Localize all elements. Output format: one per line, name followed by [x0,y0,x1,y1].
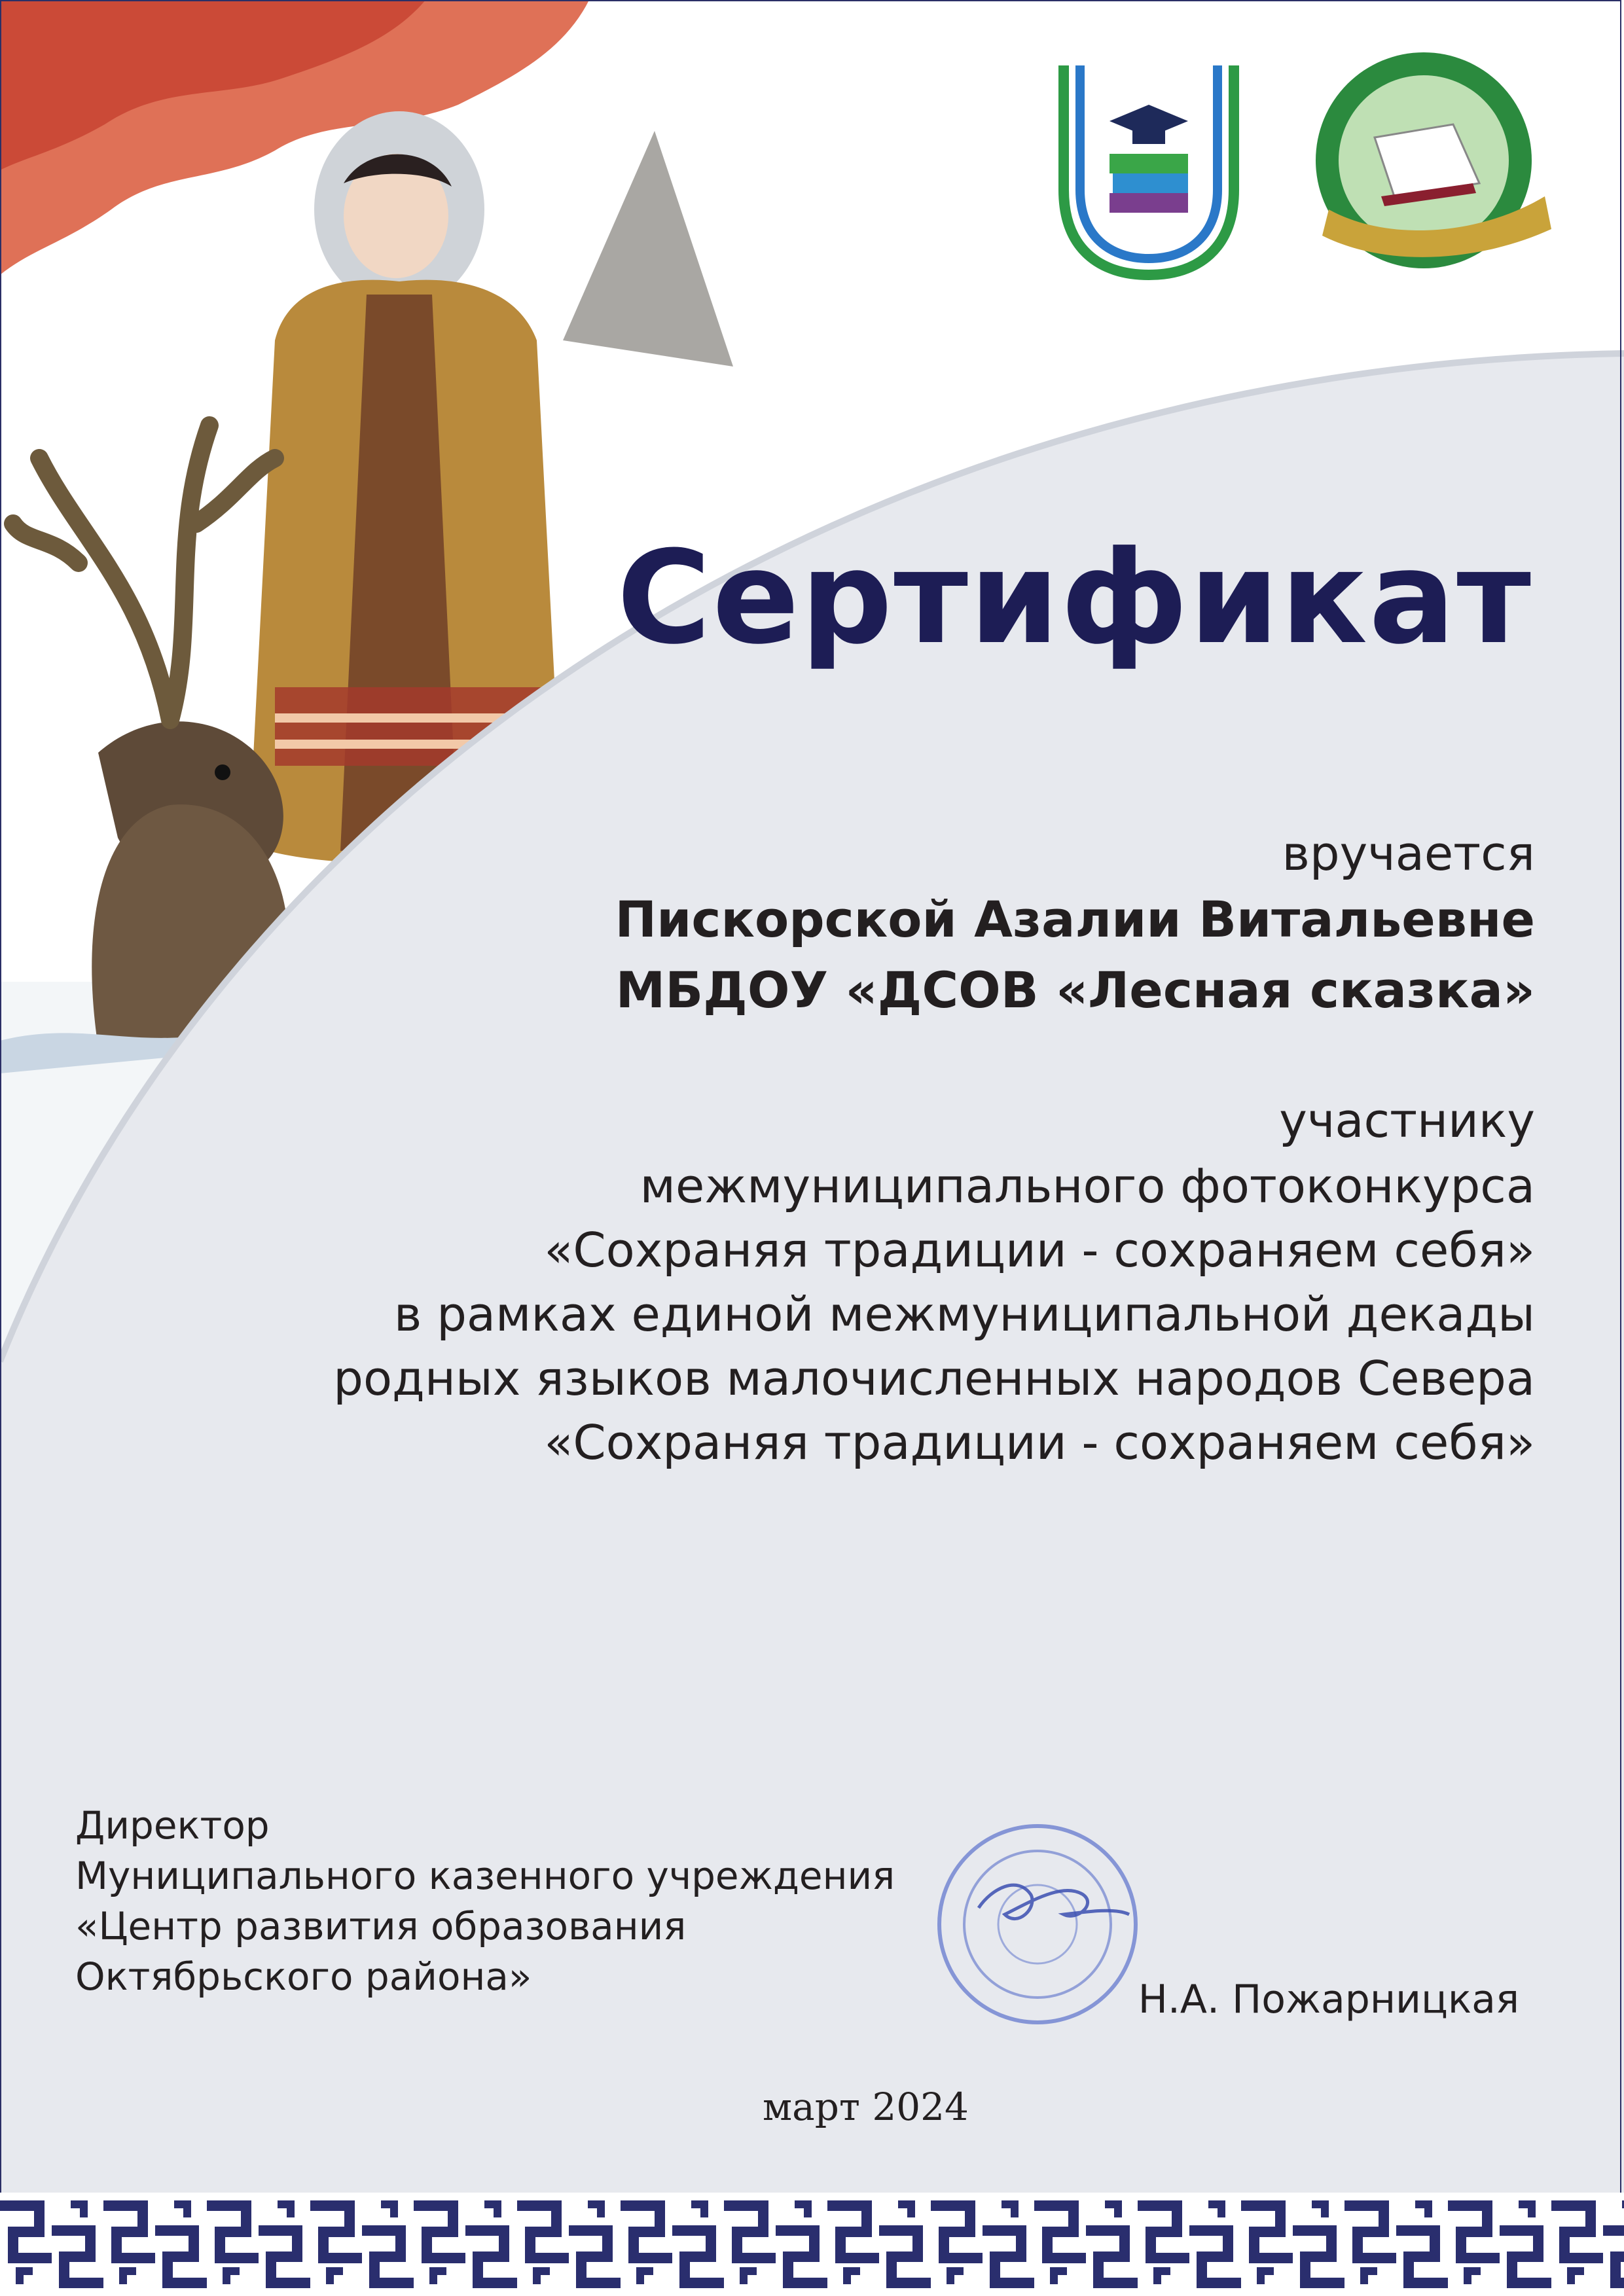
body-line: межмуниципального фотоконкурса [640,1158,1535,1213]
ornament-border [0,2193,1624,2296]
body-line: «Сохраняя традиции - сохраняем себя» [544,1223,1535,1278]
awarded-label: вручается [1282,826,1535,881]
issue-date: март 2024 [763,2085,969,2129]
body-line: участнику [1279,1093,1535,1148]
body-line: в рамках единой межмуниципальной декады [393,1287,1535,1342]
body-line: «Сохраняя традиции - сохраняем себя» [544,1415,1535,1470]
official-stamp [920,1816,1155,2032]
director-title-line: Муниципального казенного учреждения [75,1854,895,1898]
director-title-line: «Центр развития образования [75,1904,687,1948]
education-department-logo [1047,59,1250,281]
recipient-name: Пискорской Азалии Витальевне [615,890,1535,948]
certificate-title: Сертификат [617,524,1532,673]
director-title-line: Директор [75,1803,270,1848]
recipient-organization: МБДОУ «ДСОВ «Лесная сказка» [615,961,1535,1019]
signer-name: Н.А. Пожарницкая [1138,1977,1519,2022]
education-center-logo [1309,46,1558,275]
director-title-line: Октябрьского района» [75,1954,532,1999]
body-line: родных языков малочисленных народов Севера [333,1351,1535,1406]
